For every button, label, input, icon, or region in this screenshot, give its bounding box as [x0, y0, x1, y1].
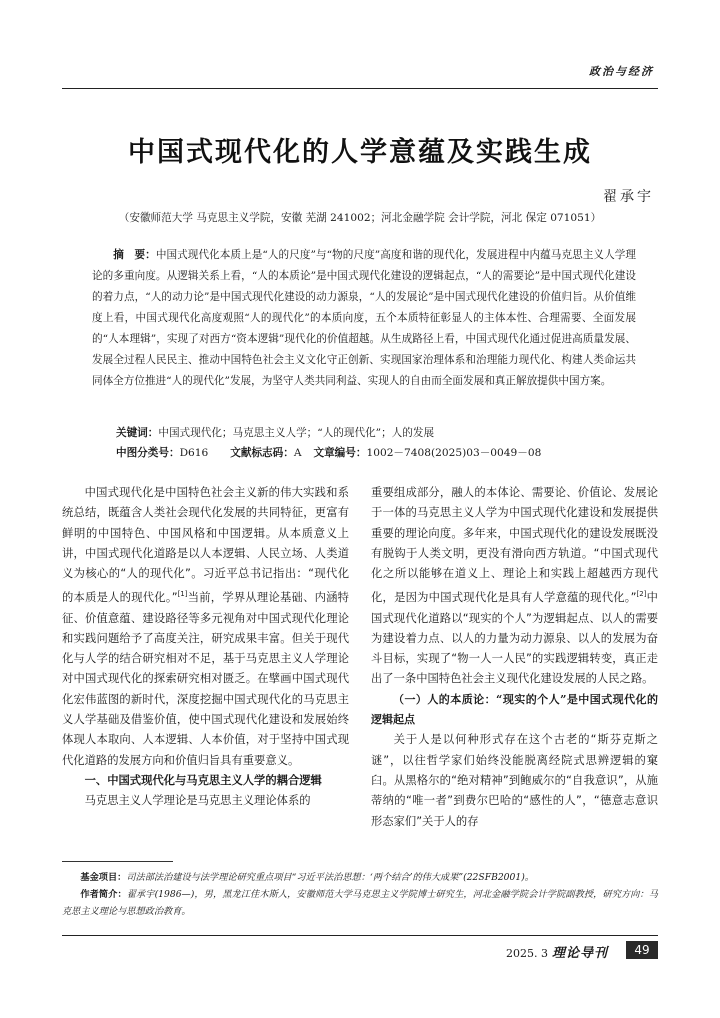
abstract-label: 摘 要： [113, 249, 156, 261]
citation-ref: [1] [177, 590, 188, 599]
doc-code-value: A [293, 447, 302, 459]
journal-footer [506, 942, 608, 961]
section-heading: 一、中国式现代化与马克思主义人学的耦合逻辑 [84, 773, 322, 787]
body-paragraph: 中国式现代化是中国特色社会主义新的伟大实践和系统总结，既蕴含人类社会现代化发展的共同特征，更富有鲜明的中国特色、中国风格和中国逻辑。从本质意义上讲，中国式现代化道路是以人本逻辑、人民立场、人类道义为核心的“人的现代化”。习近平总书记指出：“现代化的本质是人的现代化。”[1]当前，学界从理论基础、内涵特征、价值意蕴、建设路径等多元视角对中国式现代化理论和实践问题给予了高度关注，研究成果丰富。但关于现代化与人学的结合研究相对不足，基于马克思主义人学理论对中国式现代化的探索研究相对匮乏。在擘画中国式现代化宏伟蓝图的新时代，深度挖掘中国式现代化的马克思主义人学基础及借鉴价值，使中国式现代化建设和发展始终体现人本取向、人本逻辑、人本价值，对于坚持中国式现代化道路的发展方向和价值归旨具有重要意义。 [62, 486, 349, 767]
classification-line [116, 443, 656, 463]
keywords [116, 423, 636, 443]
body-paragraph: 重要组成部分，融人的本体论、需要论、价值论、发展论于一体的马克思主义人学为中国式现代化建设和发展提供重要的理论向度。多年来，中国式现代化的建设发展既没有脱钩于人类文明，更没有滑向西方轨道。“中国式现代化之所以能够在道义上、理论上和实践上超越西方现代化，是因为中国式现代化是具有人学意蕴的现代化。”[2]中国式现代化道路以“现实的个人”为逻辑起点、以人的需要为建设着力点、以人的力量为动力源泉、以人的发展为奋斗目标，实现了“物一人一人民”的实践逻辑转变，真正走出了一条中国特色社会主义现代化建设发展的人民之路。 [371, 486, 658, 686]
keywords-label: 关键词： [116, 427, 159, 439]
body-paragraph: 关于人是以何种形式存在这个古老的“斯芬克斯之谜”，以往哲学家们始终没能脱离经院式思辨逻辑的窠臼。从黑格尔的“绝对精神”到鲍威尔的“自我意识”，从施蒂纳的“唯一者”到费尔巴哈的“感性的人”，“德意志意识形态家们”关于人的存 [371, 733, 658, 828]
body-paragraph: 马克思主义人学理论是马克思主义理论体系的 [84, 794, 311, 808]
bottom-rule [62, 935, 658, 936]
abstract-text: 中国式现代化本质上是“人的尺度”与“物的尺度”高度和谐的现代化，发展进程中内蕴马克思主义人学理论的多重向度。从逻辑关系上看，“人的本质论”是中国式现代化建设的逻辑起点，“人的需要论”是中国式现代化建设的着力点，“人的动力论”是中国式现代化建设的动力源泉，“人的发展论”是中国式现代化建设的价值归旨。从价值维度上看，中国式现代化高度观照“人的现代化”的本质向度，五个本质特征彰显人的主体本性、合理需要、全面发展的“人本理辑”，实现了对西方“资本逻辑”现代化的价值超越。从生成路径上看，中国式现代化通过促进高质量发展、发展全过程人民民主、推动中国特色社会主义文化守正创新、实现国家治理体系和治理能力现代化、构建人类命运共同体全方位推进“人的现代化”发展，为坚守人类共同利益、实现人的自由而全面发展和真正解放提供中国方案。 [92, 249, 636, 387]
article-no-label: 文章编号： [313, 447, 367, 459]
top-rule [62, 88, 658, 89]
author-name: 翟承宇 [603, 189, 654, 205]
doc-code-label: 文献标志码： [230, 447, 294, 459]
abstract [92, 245, 636, 392]
clc-label: 中图分类号： [116, 447, 180, 459]
clc-value: D616 [179, 447, 209, 459]
subsection-heading: （一）人的本质论：“现实的个人”是中国式现代化的逻辑起点 [371, 692, 658, 727]
left-column [62, 483, 349, 812]
article-title: 中国式现代化的人学意蕴及实践生成 [128, 137, 592, 168]
author-affiliation: （安徽师范大学 马克思主义学院，安徽 芜湖 241002；河北金融学院 会计学院，河北 保定 071051） [118, 212, 602, 224]
citation-ref: [2] [636, 590, 647, 599]
right-column [371, 483, 658, 832]
journal-name: 理论导刊 [552, 946, 609, 961]
article-no-value: 1002－7408(2025)03－0049－08 [366, 447, 542, 459]
footnotes [62, 869, 658, 920]
page-number: 49 [626, 941, 658, 959]
issue-number: 2025. 3 [506, 947, 548, 960]
fund-note: 基金项目：司法部法治建设与法学理论研究重点项目“习近平法治思想：‘两个结合’的伟大成果”(22SFB2001)。 [80, 872, 534, 883]
author-note: 作者简介：翟承宇(1986—)，男，黑龙江佳木斯人，安徽师范大学马克思主义学院博士研究生，河北金融学院会计学院副教授，研究方向：马克思主义理论与思想政治教育。 [62, 889, 658, 917]
footnote-rule [62, 861, 173, 862]
section-label: 政治与经济 [589, 65, 654, 78]
keywords-text: 中国式现代化；马克思主义人学；“人的现代化”；人的发展 [158, 427, 435, 439]
